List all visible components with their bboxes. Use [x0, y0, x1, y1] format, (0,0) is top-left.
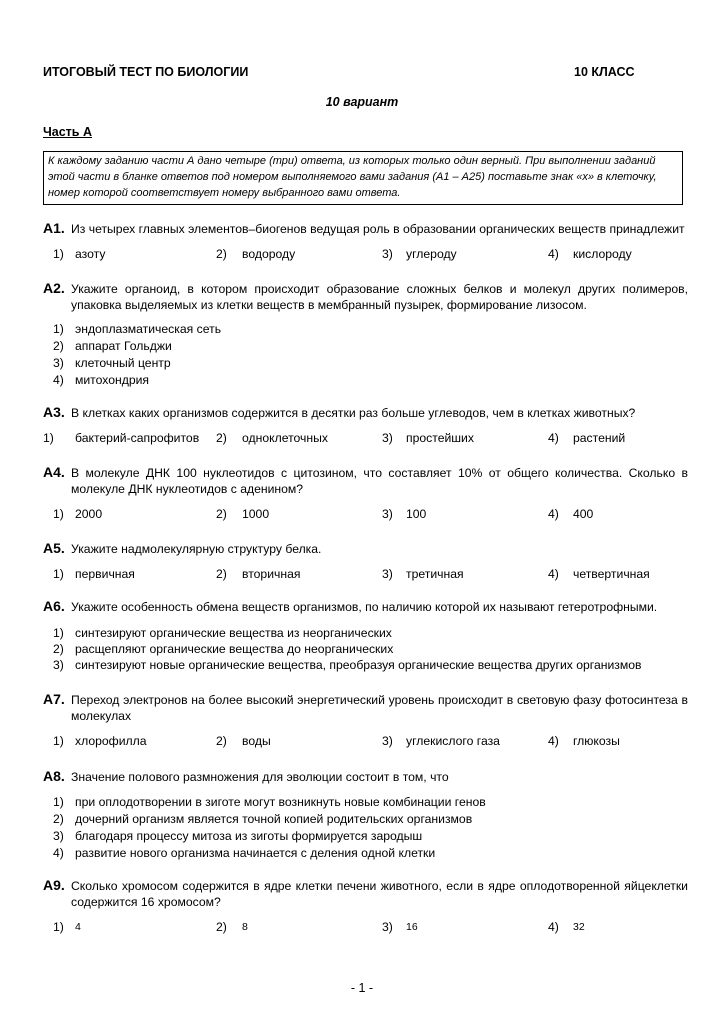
option-number: 3): [53, 356, 64, 370]
question-number: А9.: [43, 877, 65, 893]
variant-label: 10 вариант: [325, 95, 399, 109]
option-text: растений: [573, 431, 626, 445]
question-number: А5.: [43, 540, 65, 556]
option-text: вторичная: [242, 567, 301, 581]
question-text: молекуле ДНК нуклеотидов с аденином?: [71, 482, 304, 496]
option-number: 3): [53, 829, 64, 843]
option-text: митохондрия: [75, 373, 150, 387]
option-text: синтезируют новые органические вещества, преобразуя органические вещества других организмов: [75, 658, 642, 672]
instructions-line: этой части в бланке ответов под номером выполняемого вами задания (А1 – А25) поставьте знак «x» в клеточку,: [48, 171, 657, 183]
option-text: синтезируют органические вещества из неорганических: [75, 626, 392, 640]
option-text: простейших: [406, 431, 474, 445]
option-text: благодаря процессу митоза из зиготы формируется зародыш: [75, 829, 423, 843]
option-number: 4): [53, 373, 64, 387]
option-number: 2): [53, 812, 64, 826]
option-number: 4): [548, 567, 559, 581]
question-text: В клетках каких организмов содержится в десятки раз больше углеводов, чем в клетках животных?: [71, 406, 636, 420]
question-text: Укажите органоид, в котором происходит образование сложных белков и молекул других полимеров,: [71, 282, 688, 296]
instructions-line: номер которой соответствует номеру выбранного вами ответа.: [48, 187, 401, 199]
option-number: 2): [216, 507, 227, 521]
page-number: - 1 -: [350, 981, 374, 995]
question-text: Из четырех главных элементов–биогенов ведущая роль в образовании органических веществ принадлежит: [71, 222, 685, 236]
question-text: Укажите особенность обмена веществ организмов, по наличию которой их называют гетеротрофными.: [71, 600, 658, 614]
question-text: Переход электронов на более высокий энергетический уровень происходит в световую фазу фотосинтеза в: [71, 693, 688, 707]
question-number: А3.: [43, 404, 65, 420]
option-number: 3): [53, 658, 64, 672]
option-number: 3): [382, 247, 393, 261]
question-number: А7.: [43, 691, 65, 707]
option-text: 16: [406, 921, 418, 933]
option-number: 3): [382, 920, 393, 934]
option-number: 2): [216, 247, 227, 261]
question-text: Значение полового размножения для эволюции состоит в том, что: [71, 770, 449, 784]
option-number: 4): [53, 846, 64, 860]
option-text: при оплодотворении в зиготе могут возникнуть новые комбинации генов: [75, 795, 486, 809]
question-text: упаковка выделяемых из клетки веществ в мембранный пузырек, формирование лизосом.: [71, 298, 587, 312]
question-number: А6.: [43, 598, 65, 614]
question-number: А1.: [43, 220, 65, 236]
option-text: бактерий-сапрофитов: [75, 431, 200, 445]
option-number: 4): [548, 734, 559, 748]
question-number: А2.: [43, 280, 65, 296]
option-number: 4): [548, 431, 559, 445]
option-text: кислороду: [573, 247, 632, 261]
option-text: азоту: [75, 247, 106, 261]
option-text: 100: [406, 507, 427, 521]
option-number: 1): [53, 247, 64, 261]
option-number: 4): [548, 507, 559, 521]
option-text: развитие нового организма начинается с деления одной клетки: [75, 846, 436, 860]
option-number: 1): [53, 507, 64, 521]
option-text: четвертичная: [573, 567, 650, 581]
option-number: 2): [53, 339, 64, 353]
option-text: первичная: [75, 567, 135, 581]
option-number: 3): [382, 734, 393, 748]
option-number: 2): [216, 567, 227, 581]
option-number: 2): [216, 734, 227, 748]
part-heading: Часть А: [43, 125, 92, 139]
option-number: 2): [53, 642, 64, 656]
option-number: 1): [53, 920, 64, 934]
option-text: эндоплазматическая сеть: [75, 322, 222, 336]
option-text: хлорофилла: [75, 734, 147, 748]
option-number: 1): [53, 734, 64, 748]
option-text: углекислого газа: [406, 734, 500, 748]
question-text: содержится 16 хромосом?: [71, 895, 221, 909]
option-text: дочерний организм является точной копией родительских организмов: [75, 812, 473, 826]
option-number: 3): [382, 567, 393, 581]
question-text: Укажите надмолекулярную структуру белка.: [71, 542, 322, 556]
option-text: 8: [242, 921, 248, 933]
option-text: 1000: [242, 507, 270, 521]
option-text: углероду: [406, 247, 457, 261]
option-number: 1): [53, 626, 64, 640]
option-number: 1): [53, 567, 64, 581]
question-number: А4.: [43, 464, 65, 480]
option-text: аппарат Гольджи: [75, 339, 172, 353]
option-number: 2): [216, 431, 227, 445]
question-number: А8.: [43, 768, 65, 784]
option-text: 2000: [75, 507, 103, 521]
option-text: третичная: [406, 567, 464, 581]
grade-label: 10 КЛАСС: [574, 65, 635, 79]
document-title: ИТОГОВЫЙ ТЕСТ ПО БИОЛОГИИ: [43, 65, 249, 79]
option-text: 400: [573, 507, 594, 521]
option-text: 4: [75, 921, 81, 933]
question-text: В молекуле ДНК 100 нуклеотидов с цитозином, что составляет 10% от общего количества. Сколько в: [71, 466, 688, 480]
question-text: молекулах: [71, 709, 132, 723]
option-text: клеточный центр: [75, 356, 171, 370]
option-text: глюкозы: [573, 734, 620, 748]
option-number: 3): [382, 431, 393, 445]
question-text: Сколько хромосом содержится в ядре клетки печени животного, если в ядре оплодотворенной яйцеклетки: [71, 879, 688, 893]
option-number: 3): [382, 507, 393, 521]
option-text: воды: [242, 734, 271, 748]
option-number: 1): [53, 322, 64, 336]
option-text: 32: [573, 921, 585, 933]
option-number: 1): [53, 795, 64, 809]
option-number: 4): [548, 920, 559, 934]
option-number: 2): [216, 920, 227, 934]
option-text: расщепляют органические вещества до неорганических: [75, 642, 394, 656]
option-text: водороду: [242, 247, 296, 261]
option-number: 1): [43, 431, 54, 445]
option-number: 4): [548, 247, 559, 261]
option-text: одноклеточных: [242, 431, 328, 445]
instructions-line: К каждому заданию части А дано четыре (три) ответа, из которых только один верный. При выполнении заданий: [48, 155, 656, 167]
